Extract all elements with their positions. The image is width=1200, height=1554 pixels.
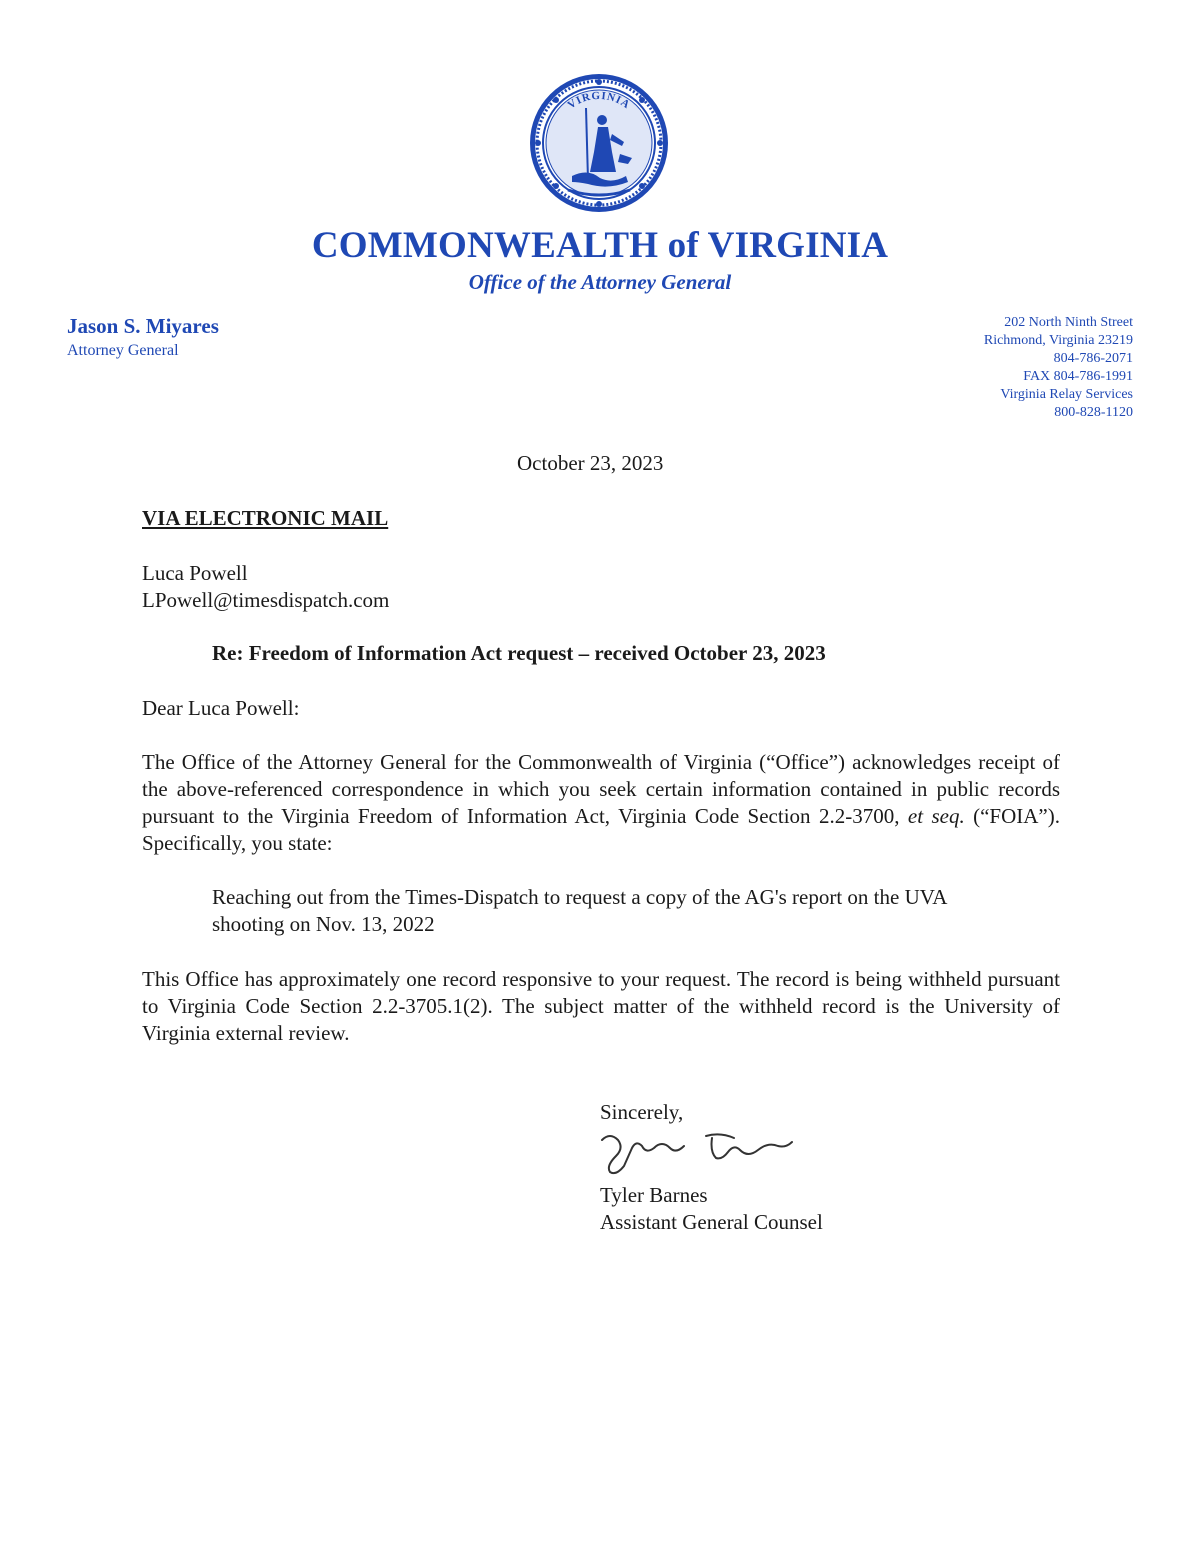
address-street: 202 North Ninth Street xyxy=(1004,315,1133,330)
body-paragraph-1-text-b: (“FOIA”). Specifically, you state: xyxy=(142,804,1060,855)
address-relay-label: Virginia Relay Services xyxy=(1000,387,1133,402)
attorney-general-title: Attorney General xyxy=(67,342,179,359)
virginia-state-seal-icon xyxy=(528,72,670,214)
delivery-method: VIA ELECTRONIC MAIL xyxy=(142,506,389,530)
closing: Sincerely, xyxy=(600,1100,684,1124)
svg-text:VIRGINIA: VIRGINIA xyxy=(565,89,633,112)
body-paragraph-2: This Office has approximately one record responsive to your request. The record is being withheld pursuant to Virginia Code Section 2.2-3705.1(2). The subject matter of the withheld record is the University of Virginia external review. xyxy=(142,967,1060,1045)
signer-block xyxy=(600,1182,823,1236)
address-relay-phone: 800-828-1120 xyxy=(1054,405,1133,420)
recipient-block xyxy=(142,560,389,614)
body-paragraph-1 xyxy=(142,749,1060,857)
address-city: Richmond, Virginia 23219 xyxy=(983,333,1133,348)
address-fax: FAX 804-786-1991 xyxy=(1023,369,1133,384)
handwritten-signature xyxy=(598,1126,798,1180)
signer-name: Tyler Barnes xyxy=(600,1183,708,1207)
office-address xyxy=(984,314,1133,422)
address-phone: 804-786-2071 xyxy=(1053,351,1133,366)
letter-date: October 23, 2023 xyxy=(517,451,664,475)
salutation: Dear Luca Powell: xyxy=(142,696,300,720)
quoted-request: Reaching out from the Times-Dispatch to request a copy of the AG's report on the UVA shooting on Nov. 13, 2022 xyxy=(212,885,947,936)
body-paragraph-1-italic: et seq. xyxy=(907,804,965,828)
body-paragraph-1-text-a: The Office of the Attorney General for the Commonwealth of Virginia (“Office”) acknowledges receipt of the above-referenced correspondence in which you seek certain information contained in public records pursuant to the Virginia Freedom of Information Act, Virginia Code Section 2.2-3700, xyxy=(142,750,1060,828)
org-subtitle: Office of the Attorney General xyxy=(468,270,732,294)
org-title: COMMONWEALTH of VIRGINIA xyxy=(311,225,889,266)
recipient-name: Luca Powell xyxy=(142,561,248,585)
recipient-email: LPowell@timesdispatch.com xyxy=(142,588,390,612)
signer-title: Assistant General Counsel xyxy=(600,1210,823,1234)
re-line: Re: Freedom of Information Act request – received October 23, 2023 xyxy=(212,641,826,665)
attorney-general-name: Jason S. Miyares xyxy=(67,314,219,338)
